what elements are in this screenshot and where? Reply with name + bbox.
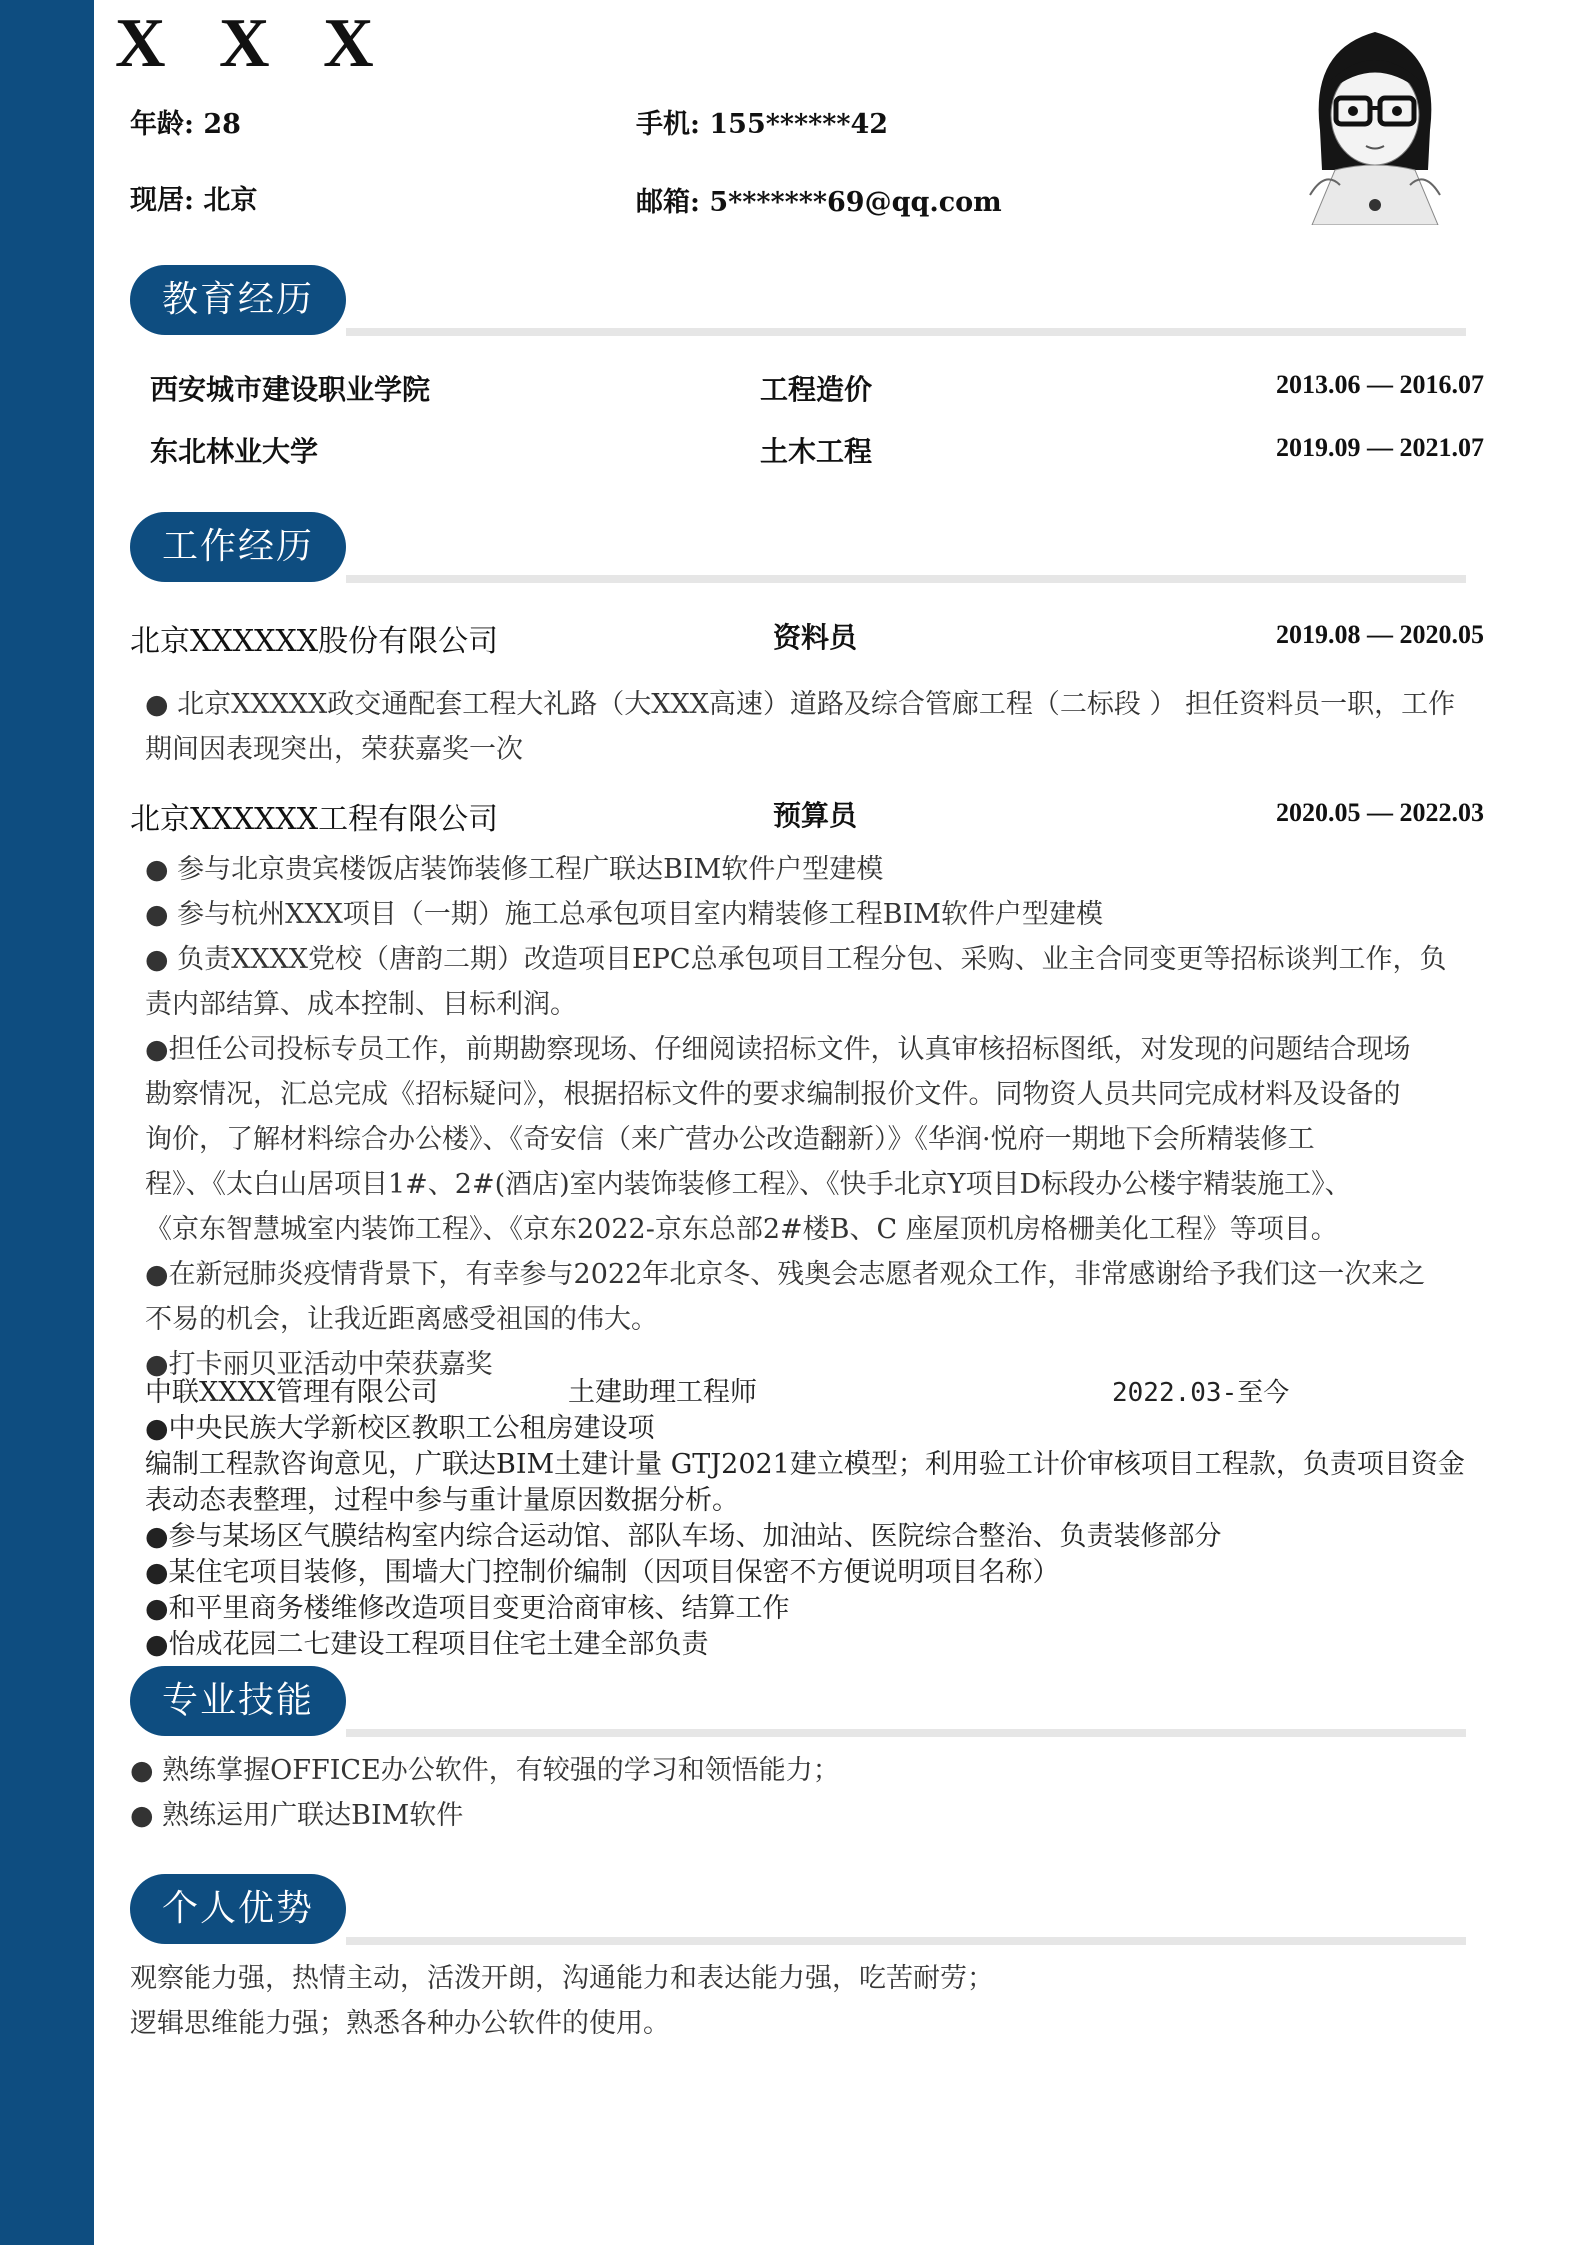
description-line: 表动态表整理，过程中参与重计量原因数据分析。 bbox=[145, 1485, 739, 1516]
description-line: ●和平里商务楼维修改造项目变更洽商审核、结算工作 bbox=[145, 1593, 790, 1624]
description-line: ●怡成花园二七建设工程项目住宅土建全部负责 bbox=[145, 1629, 709, 1660]
job-company: 北京XXXXXX工程有限公司 bbox=[130, 802, 499, 837]
edu-date: 2019.09 — 2021.07 bbox=[1276, 433, 1484, 462]
skills-list bbox=[130, 1748, 1460, 1838]
description-line: 《京东智慧城室内装饰工程》、《京东2022-京东总部2#楼B、C 座屋顶机房格栅美化工程》等项目。 bbox=[145, 1214, 1338, 1245]
job-date: 2019.08 — 2020.05 bbox=[1276, 620, 1484, 649]
job-role: 土建助理工程师 bbox=[568, 1377, 757, 1408]
sidebar-band bbox=[0, 0, 94, 2245]
section-divider bbox=[346, 575, 1466, 583]
description-line: ●中央民族大学新校区教职工公租房建设项 bbox=[145, 1413, 655, 1444]
description-line: 不易的机会，让我近距离感受祖国的伟大。 bbox=[145, 1304, 658, 1335]
city-field: 现居: 北京 bbox=[130, 185, 258, 216]
section-divider bbox=[346, 328, 1466, 336]
skill-item: ● 熟练掌握OFFICE办公软件，有较强的学习和领悟能力； bbox=[130, 1755, 840, 1786]
section-education-title: 教育经历 bbox=[130, 265, 346, 335]
section-divider bbox=[346, 1937, 1466, 1945]
job-date: 2020.05 — 2022.03 bbox=[1276, 798, 1484, 827]
job-description bbox=[145, 1411, 1495, 1663]
section-strengths-title: 个人优势 bbox=[130, 1874, 346, 1944]
description-line: 编制工程款咨询意见，广联达BIM土建计量 GTJ2021建立模型；利用验工计价审核项目工程款，负责项目资金 bbox=[145, 1449, 1465, 1480]
description-line: 勘察情况，汇总完成《招标疑问》，根据招标文件的要求编制报价文件。同物资人员共同完成材料及设备的 bbox=[145, 1079, 1401, 1110]
description-line: ● 北京XXXXX政交通配套工程大礼路（大XXX高速）道路及综合管廊工程（二标段 ） 担任资料员一职，工作 bbox=[145, 689, 1456, 720]
job-company: 中联XXXX管理有限公司 bbox=[145, 1377, 438, 1408]
description-line: ●打卡丽贝亚活动中荣获嘉奖 bbox=[145, 1349, 493, 1380]
description-line: ●某住宅项目装修，围墙大门控制价编制（因项目保密不方便说明项目名称） bbox=[145, 1557, 1060, 1588]
job-role: 预算员 bbox=[773, 799, 858, 832]
strengths-text bbox=[130, 1956, 1460, 2046]
job-description bbox=[145, 682, 1475, 772]
section-work-title: 工作经历 bbox=[130, 512, 346, 582]
avatar-photo bbox=[1300, 20, 1450, 225]
description-line: 责内部结算、成本控制、目标利润。 bbox=[145, 989, 577, 1020]
description-line: 程》、《太白山居项目1#、2#(酒店)室内装饰装修工程》、《快手北京Y项目D标段办公楼宇精装施工》、 bbox=[145, 1169, 1352, 1200]
section-skills-title: 专业技能 bbox=[130, 1666, 346, 1736]
job-date: 2022.03-至今 bbox=[1112, 1378, 1290, 1408]
strength-line: 观察能力强，热情主动，活泼开朗，沟通能力和表达能力强，吃苦耐劳； bbox=[130, 1963, 994, 1994]
email-field: 邮箱: 5*******69@qq.com bbox=[636, 187, 1002, 218]
edu-school: 西安城市建设职业学院 bbox=[150, 373, 431, 406]
description-line: ● 参与北京贵宾楼饭店装饰装修工程广联达BIM软件户型建模 bbox=[145, 854, 884, 885]
edu-major: 工程造价 bbox=[760, 373, 873, 406]
job-company: 北京XXXXXX股份有限公司 bbox=[130, 624, 499, 659]
description-line: ●担任公司投标专员工作，前期勘察现场、仔细阅读招标文件，认真审核招标图纸，对发现的问题结合现场 bbox=[145, 1034, 1411, 1065]
skill-item: ● 熟练运用广联达BIM软件 bbox=[130, 1800, 464, 1831]
description-line: ●在新冠肺炎疫情背景下，有幸参与2022年北京冬、残奥会志愿者观众工作，非常感谢给予我们这一次来之 bbox=[145, 1259, 1426, 1290]
description-line: ● 参与杭州XXX项目（一期）施工总承包项目室内精装修工程BIM软件户型建模 bbox=[145, 899, 1103, 930]
description-line: ● 负责XXXX党校（唐韵二期）改造项目EPC总承包项目工程分包、采购、业主合同变更等招标谈判工作，负 bbox=[145, 944, 1447, 975]
candidate-name: X X X bbox=[115, 5, 392, 82]
job-role: 资料员 bbox=[773, 621, 858, 654]
phone-field: 手机: 155******42 bbox=[636, 109, 889, 140]
strength-line: 逻辑思维能力强；熟悉各种办公软件的使用。 bbox=[130, 2008, 670, 2039]
age-field: 年龄: 28 bbox=[130, 109, 241, 140]
description-line: 期间因表现突出，荣获嘉奖一次 bbox=[145, 734, 523, 765]
edu-school: 东北林业大学 bbox=[150, 435, 319, 468]
job-description bbox=[145, 847, 1475, 1387]
edu-major: 土木工程 bbox=[760, 435, 873, 468]
description-line: ●参与某场区气膜结构室内综合运动馆、部队车场、加油站、医院综合整治、负责装修部分 bbox=[145, 1521, 1222, 1552]
edu-date: 2013.06 — 2016.07 bbox=[1276, 370, 1484, 399]
description-line: 询价，了解材料综合办公楼》、《奇安信（来广营办公改造翻新）》《华润·悦府一期地下会所精装修工 bbox=[145, 1124, 1315, 1155]
section-divider bbox=[346, 1729, 1466, 1737]
